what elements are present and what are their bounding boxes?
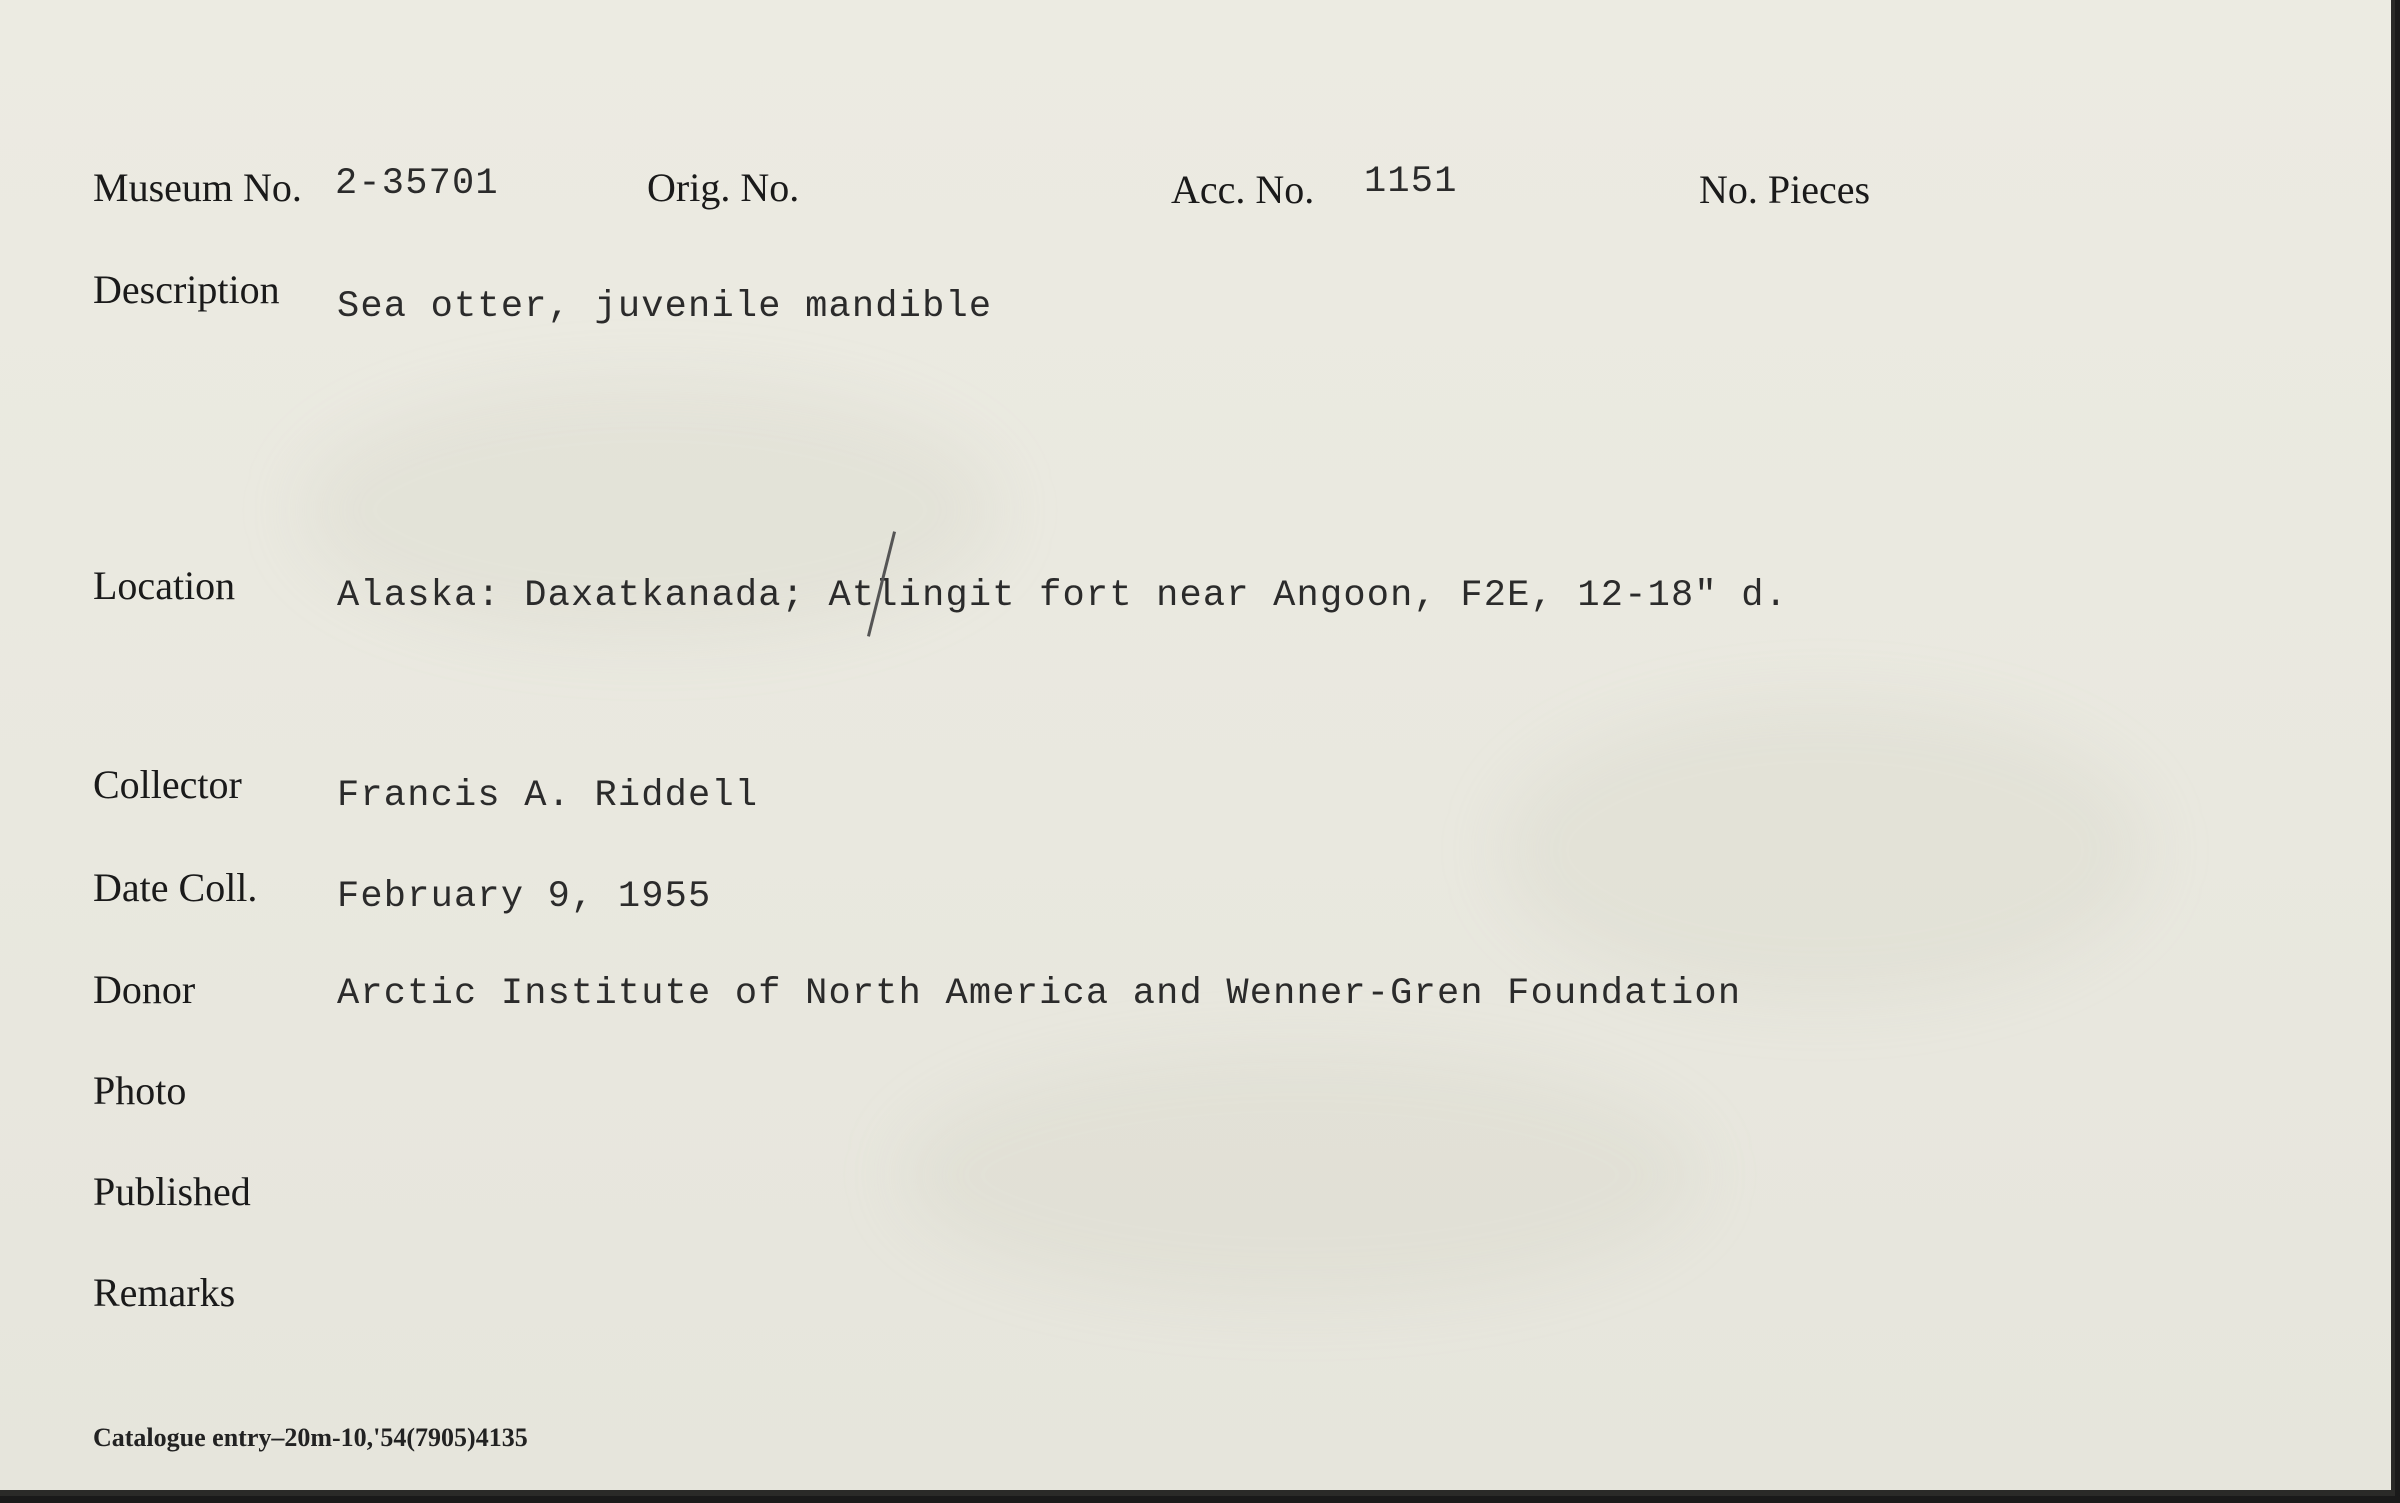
date-coll-value: February 9, 1955 xyxy=(337,876,712,918)
remarks-label: Remarks xyxy=(93,1270,236,1315)
description-label: Description xyxy=(93,267,280,312)
photo-label: Photo xyxy=(93,1068,187,1113)
collector-value: Francis A. Riddell xyxy=(337,775,759,817)
location-label: Location xyxy=(93,563,236,608)
no-pieces-label: No. Pieces xyxy=(1699,167,1871,212)
museum-no-value: 2-35701 xyxy=(335,163,499,205)
acc-no-label: Acc. No. xyxy=(1171,167,1315,212)
location-value: Alaska: Daxatkanada; Atlingit fort near Angoon, F2E, 12-18" d. xyxy=(337,575,1789,617)
description-value: Sea otter, juvenile mandible xyxy=(337,286,993,328)
collector-label: Collector xyxy=(93,762,242,807)
catalogue-entry-footer: Catalogue entry–20m-10,'54(7905)4135 xyxy=(93,1423,528,1452)
acc-no-value: 1151 xyxy=(1364,161,1458,203)
donor-label: Donor xyxy=(93,967,196,1012)
published-label: Published xyxy=(93,1169,251,1214)
donor-value: Arctic Institute of North America and Wenner-Gren Foundation xyxy=(337,973,1742,1015)
date-coll-label: Date Coll. xyxy=(93,865,258,910)
orig-no-label: Orig. No. xyxy=(647,165,800,210)
museum-no-label: Museum No. xyxy=(93,165,302,210)
